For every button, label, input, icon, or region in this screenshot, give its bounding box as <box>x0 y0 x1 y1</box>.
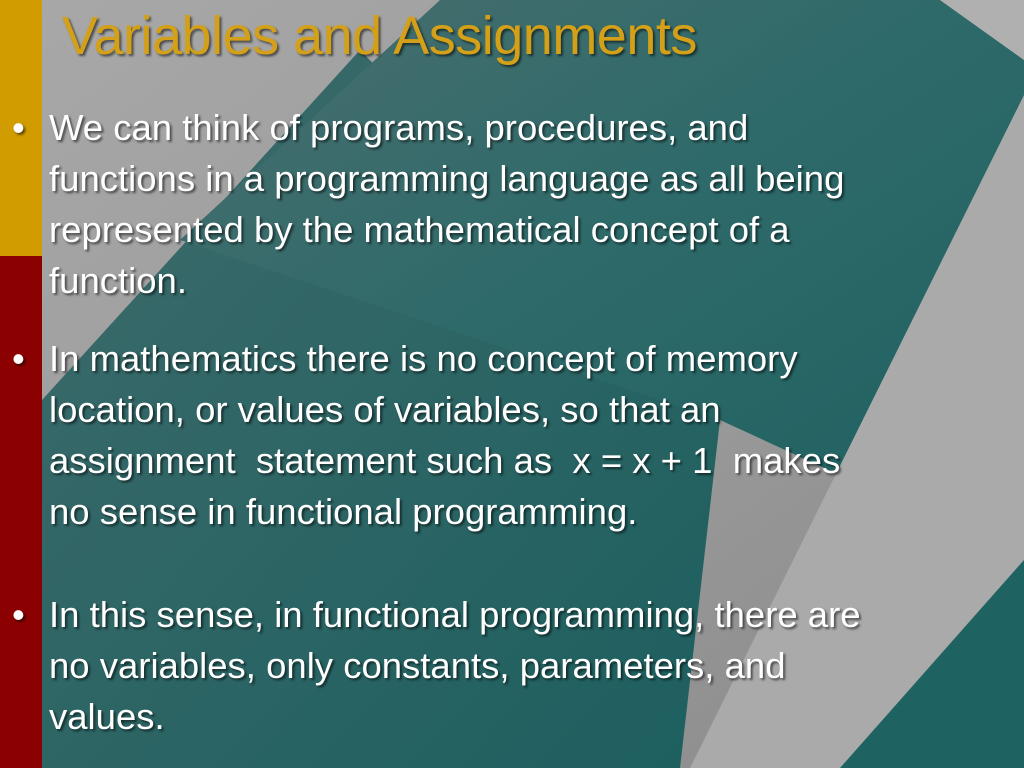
bullet-item <box>12 589 1012 742</box>
bullet-line: values. <box>49 696 165 737</box>
bullet-line: represented by the mathematical concept of a <box>49 209 790 250</box>
bullet-line: We can think of programs, procedures, and <box>49 107 749 148</box>
bullet-line: In mathematics there is no concept of memory <box>49 338 798 379</box>
slide-title: Variables and Assignments <box>62 6 697 66</box>
bullet-line: no sense in functional programming. <box>49 491 638 532</box>
bullet-dot: • <box>12 107 25 148</box>
bullet-line: In this sense, in functional programming, there are <box>49 594 861 635</box>
bullet-line: function. <box>49 260 187 301</box>
bullet-text <box>49 333 1012 537</box>
bullet-item <box>12 333 1012 537</box>
bullet-line: no variables, only constants, parameters, and <box>49 645 786 686</box>
bullet-dot: • <box>12 594 25 635</box>
bullet-text <box>49 589 1012 742</box>
bullet-item <box>12 102 1012 306</box>
bullet-line: functions in a programming language as all being <box>49 158 845 199</box>
bullet-line: location, or values of variables, so that an <box>49 389 721 430</box>
bullet-dot: • <box>12 338 25 379</box>
bullet-text <box>49 102 1012 306</box>
bullet-line: assignment statement such as x = x + 1 makes <box>49 440 841 481</box>
